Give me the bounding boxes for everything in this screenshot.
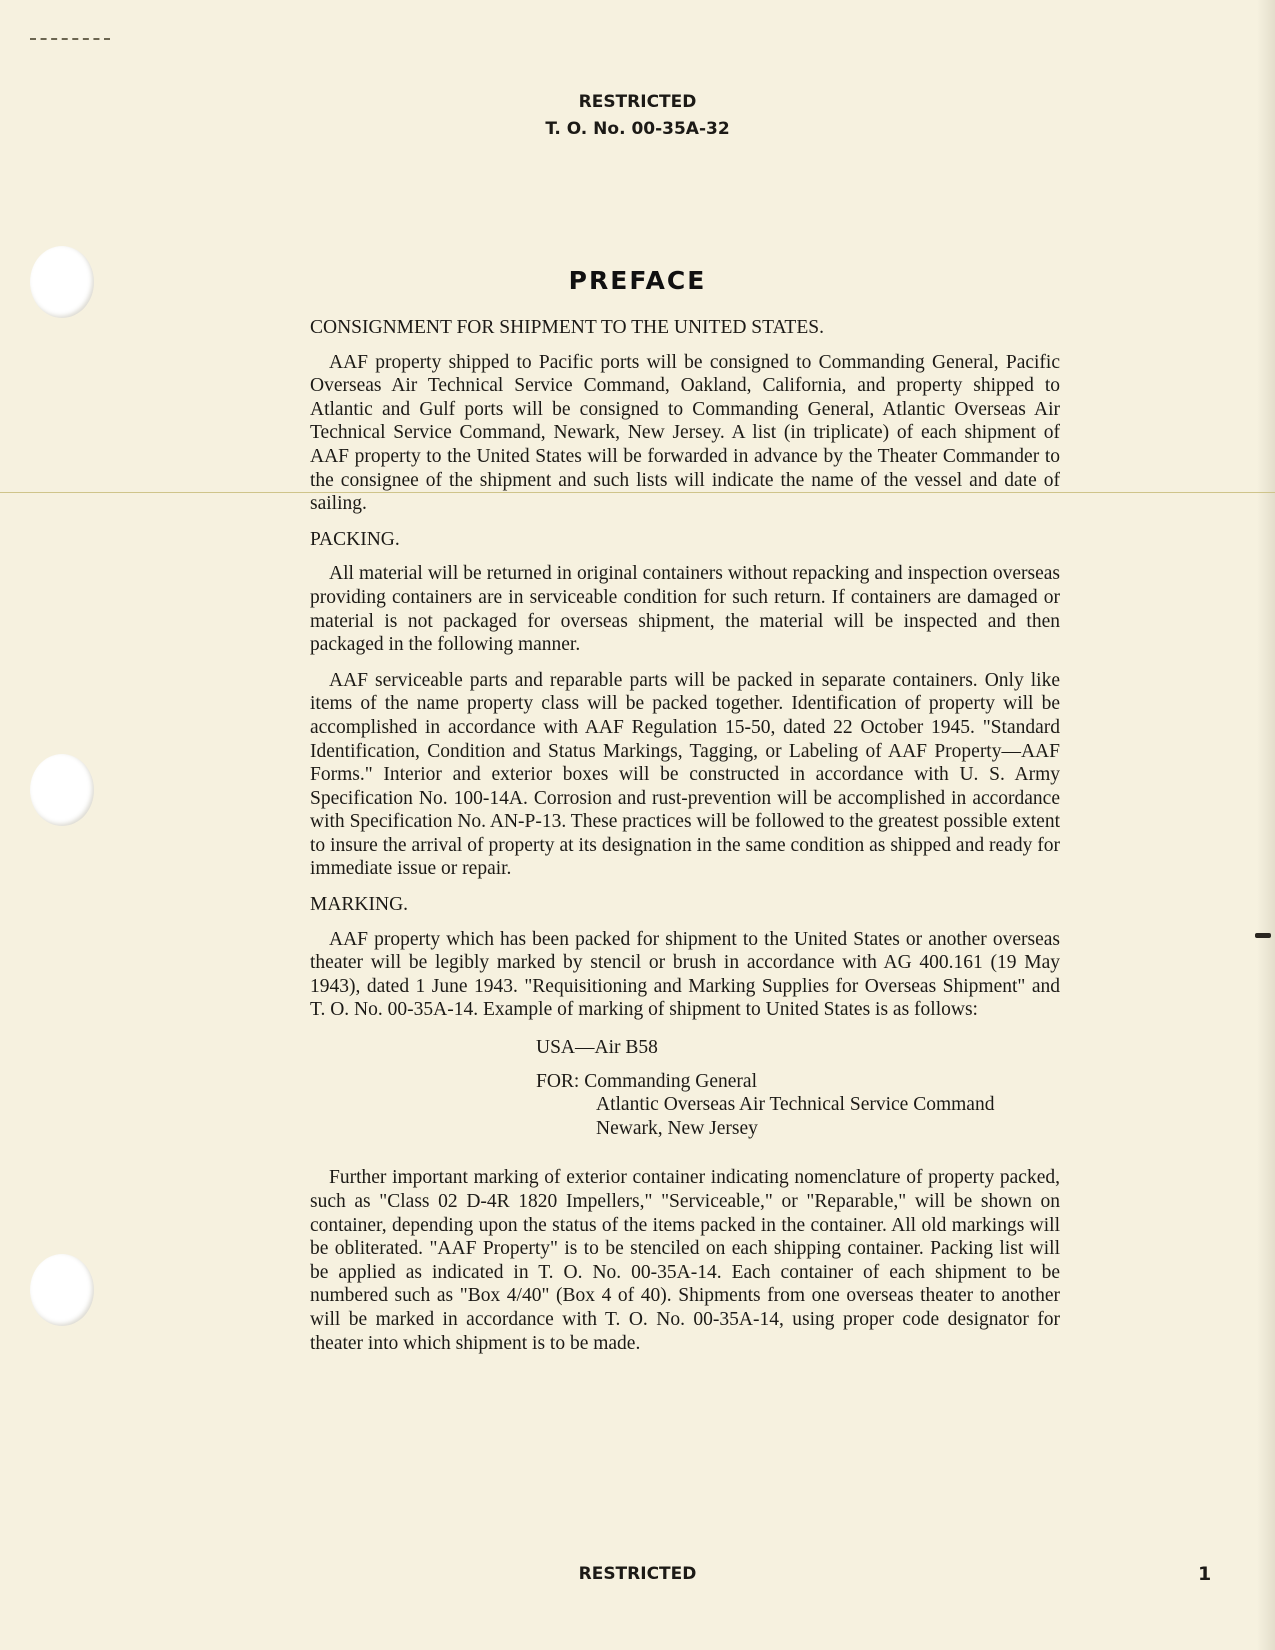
marking-example-command: Atlantic Overseas Air Technical Service Command bbox=[596, 1094, 995, 1116]
section-heading: CONSIGNMENT FOR SHIPMENT TO THE UNITED STATES. bbox=[310, 317, 824, 338]
header-classification: RESTRICTED bbox=[578, 92, 697, 112]
paragraph: AAF serviceable parts and reparable parts will be packed in separate containers. Only like items of the name property class will be packed together. Identification of property will be accomplished in accordance with AAF Regulation 15-50, dated 22 October 1945. "Standard Identification, Condition and Status Markings, Tagging, or Labeling of AAF Property—AAF Forms." Interior and exterior boxes will be constructed in accordance with U. S. Army Specification No. 100-14A. Corrosion and rust-prevention will be accomplished in accordance with Specification No. AN-P-13. These practices will be followed to the greatest possible extent to insure the arrival of property at its designation in the same condition as shipped and ready for immediate issue or repair. bbox=[310, 669, 1060, 880]
marking-example bbox=[310, 1036, 1060, 1140]
edge-tick-mark bbox=[1255, 933, 1271, 938]
footer-classification: RESTRICTED bbox=[578, 1564, 697, 1584]
page-title: PREFACE bbox=[568, 266, 707, 295]
marking-example-for-label: FOR: bbox=[536, 1070, 580, 1092]
document-body bbox=[310, 316, 1060, 1367]
page-header bbox=[0, 89, 1275, 143]
punch-hole-bottom bbox=[30, 1254, 94, 1326]
paragraph: AAF property which has been packed for shipment to the United States or another overseas theater will be legibly marked by stencil or brush in accordance with AG 400.161 (19 May 1943), dated 1 June 1943. "Requisitioning and Marking Supplies for Overseas Shipment" and T. O. No. 00-35A-14. Example of marking of shipment to United States is as follows: bbox=[310, 928, 1060, 1021]
paragraph: AAF property shipped to Pacific ports will be consigned to Commanding General, Pacific Overseas Air Technical Service Command, Oakland, California, and property shipped to Atlantic and Gulf ports will be consigned to Commanding General, Atlantic Overseas Air Technical Service Command, Newark, New Jersey. A list (in triplicate) of each shipment of AAF property to the United States will be forwarded in advance by the Theater Commander to the consignee of the shipment and such lists will indicate the name of the vessel and date of sailing. bbox=[310, 351, 1060, 515]
section-heading: MARKING. bbox=[310, 894, 409, 916]
marking-example-for-line bbox=[536, 1070, 1060, 1094]
section-packing bbox=[310, 528, 1060, 881]
punch-hole-middle bbox=[30, 754, 94, 826]
marking-example-addressee: Commanding General bbox=[584, 1070, 757, 1092]
paragraph: All material will be returned in original containers without repacking and inspection overseas providing containers are in serviceable condition for such return. If containers are damaged or material is not packaged for overseas shipment, the material will be inspected and then packaged in the following manner. bbox=[310, 563, 1060, 656]
marking-example-city: Newark, New Jersey bbox=[596, 1117, 758, 1139]
section-consignment bbox=[310, 316, 1060, 516]
document-number: T. O. No. 00-35A-32 bbox=[545, 119, 730, 139]
page-number: 1 bbox=[1198, 1563, 1212, 1585]
paragraph: Further important marking of exterior container indicating nomenclature of property packed, such as "Class 02 D-4R 1820 Impellers," "Serviceable," or "Reparable," will be shown on container, depending upon the status of the items packed in the container. All old markings will be obliterated. "AAF Property" is to be stenciled on each shipping container. Packing list will be applied as indicated in T. O. No. 00-35A-14. Each container of each shipment to be numbered such as "Box 4/40" (Box 4 of 40). Shipments from one overseas theater to another will be marked in accordance with T. O. No. 00-35A-14, using proper code designator for theater into which shipment is to be made. bbox=[310, 1167, 1060, 1354]
section-marking bbox=[310, 893, 1060, 1355]
section-heading: PACKING. bbox=[310, 528, 400, 550]
marking-example-code: USA—Air B58 bbox=[536, 1037, 658, 1059]
page-edge-shadow bbox=[1257, 0, 1275, 1650]
corner-mark bbox=[30, 38, 110, 43]
